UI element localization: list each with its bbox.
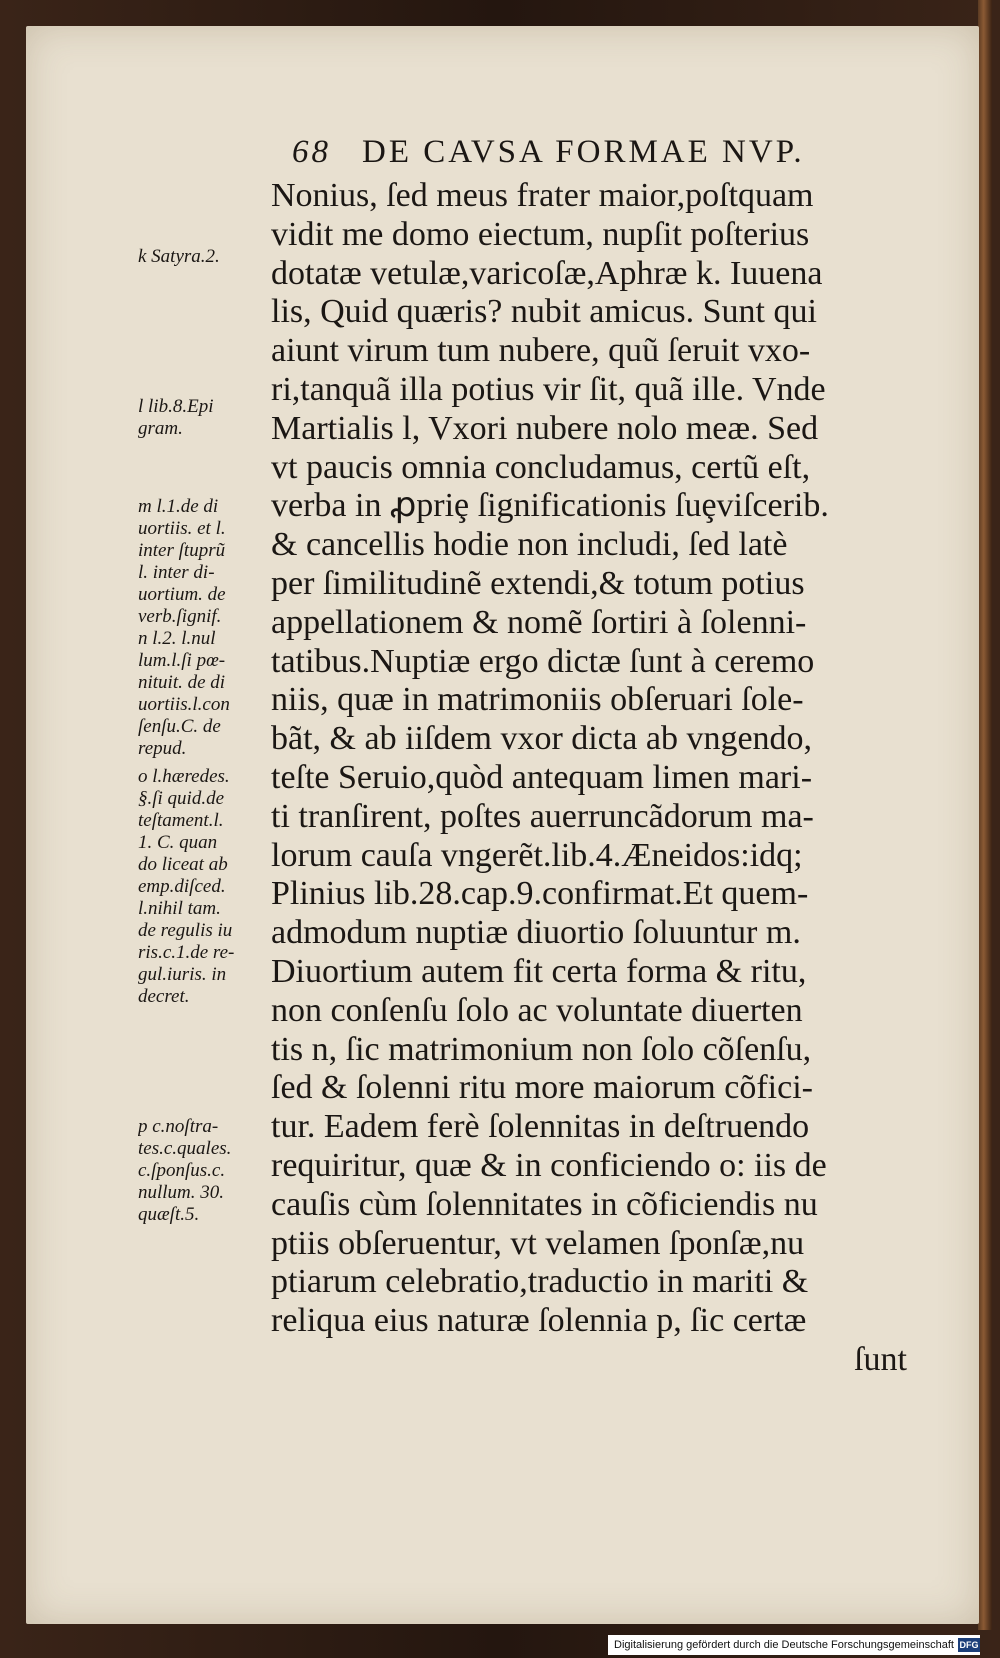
text-line: bãt, & ab iiſdem vxor dicta ab vngendo, — [271, 720, 813, 758]
margin-note: c.ſponſus.c. — [138, 1160, 226, 1181]
margin-note: l lib.8.Epi — [138, 396, 214, 417]
margin-note: quæſt.5. — [138, 1204, 200, 1225]
text-line: ptiis obſeruentur, vt velamen ſponſæ,nu — [271, 1224, 805, 1262]
text-line: Martialis l, Vxori nubere nolo meæ. Sed — [271, 409, 819, 447]
margin-note: tes.c.quales. — [138, 1138, 232, 1159]
text-line: requiritur, quæ & in conficiendo o: iis de — [271, 1147, 827, 1184]
margin-note: nituit. de di — [138, 672, 226, 693]
margin-note: de regulis iu — [138, 920, 233, 941]
page-number: 68 — [292, 134, 331, 170]
margin-note: repud. — [138, 738, 187, 759]
text-line: dotatæ vetulæ,varicoſæ,Aphræ k. Iuuena — [271, 254, 823, 292]
text-line: Plinius lib.28.cap.9.confirmat.Et quem- — [271, 875, 809, 913]
text-line: appellationem & nomẽ ſortiri à ſolenni- — [271, 603, 807, 641]
text-line: lorum cauſa vngerẽt.lib.4.Æneidos:idq; — [271, 836, 803, 874]
text-line: vt paucis omnia concludamus, certũ eſt, — [271, 448, 811, 486]
margin-note: uortiis. et l. — [138, 518, 226, 539]
margin-note: lum.l.ſi pœ- — [138, 650, 226, 671]
margin-note: do liceat ab — [138, 854, 228, 875]
text-line: ri,tanquã illa potius vir ſit, quã ille. Vnde — [271, 371, 826, 408]
margin-note: o l.hæredes. — [138, 766, 230, 787]
book-edge — [978, 0, 992, 1630]
text-line: Nonius, ſed meus frater maior,poſtquam — [271, 177, 814, 214]
margin-note: 1. C. quan — [138, 832, 218, 853]
margin-note: n l.2. l.nul — [138, 628, 216, 649]
margin-note: l.nihil tam. — [138, 898, 221, 919]
margin-note: gul.iuris. in — [138, 964, 227, 985]
margin-note: ris.c.1.de re- — [138, 942, 235, 963]
margin-note: p c.noſtra- — [138, 1116, 219, 1137]
margin-note: inter ſtuprũ — [138, 540, 226, 561]
text-line: per ſimilitudinẽ extendi,& totum potius — [271, 565, 805, 602]
digitization-credit — [608, 1635, 980, 1655]
running-title: DE CAVSA FORMAE NVP. — [362, 134, 805, 170]
dfg-logo: DFG — [959, 1640, 979, 1650]
text-line: ti tranſirent, poſtes auerruncãdorum ma- — [271, 797, 814, 835]
margin-note: teſtament.l. — [138, 810, 224, 831]
margin-note: §.ſi quid.de — [138, 788, 225, 809]
book-page — [26, 26, 979, 1624]
text-line: non conſenſu ſolo ac voluntate diuerten — [271, 991, 803, 1029]
text-line: ptiarum celebratio,traductio in mariti & — [271, 1263, 809, 1301]
margin-note: gram. — [138, 418, 183, 439]
text-line: aiunt virum tum nubere, quũ ſeruit vxo- — [271, 332, 811, 370]
text-line: vidit me domo eiectum, nupſit poſterius — [271, 215, 810, 253]
catchword: ſunt — [854, 1341, 907, 1378]
margin-note: decret. — [138, 986, 190, 1007]
text-line: niis, quæ in matrimoniis obſeruari ſole- — [271, 681, 804, 719]
text-line: & cancellis hodie non includi, ſed latè — [271, 526, 788, 564]
margin-note: verb.ſignif. — [138, 606, 222, 627]
text-line: cauſis cùm ſolennitates in cõficiendis nu — [271, 1185, 818, 1223]
text-line: Diuortium autem fit certa forma & ritu, — [271, 953, 807, 990]
margin-note: nullum. 30. — [138, 1182, 225, 1203]
text-line: tatibus.Nuptiæ ergo dictæ ſunt à ceremo — [271, 642, 815, 680]
margin-note: m l.1.de di — [138, 496, 219, 517]
margin-note: uortiis.l.con — [138, 694, 230, 715]
text-line: tur. Eadem ferè ſolennitas in deſtruendo — [271, 1108, 810, 1146]
text-line: verba in ꝓpriȩ ſignificationis ſuȩviſcerib. — [271, 487, 829, 525]
margin-note: k Satyra.2. — [138, 246, 220, 267]
margin-note: ſenſu.C. de — [138, 716, 221, 737]
margin-note: emp.diſced. — [138, 876, 226, 897]
margin-note: l. inter di- — [138, 562, 215, 583]
credit-text: Digitalisierung gefördert durch die Deutsche Forschungsgemeinschaft — [614, 1639, 954, 1651]
text-line: teſte Seruio,quòd antequam limen mari- — [271, 759, 813, 796]
body-text — [26, 26, 979, 1624]
margin-note: uortium. de — [138, 584, 226, 605]
text-line: reliqua eius naturæ ſolennia p, ſic certæ — [271, 1302, 807, 1340]
text-line: ſed & ſolenni ritu more maiorum cõfici- — [271, 1069, 813, 1107]
text-line: lis, Quid quæris? nubit amicus. Sunt qui — [271, 293, 817, 331]
text-line: admodum nuptiæ diuortio ſoluuntur m. — [271, 914, 801, 952]
text-line: tis n, ſic matrimonium non ſolo cõſenſu, — [271, 1030, 812, 1068]
